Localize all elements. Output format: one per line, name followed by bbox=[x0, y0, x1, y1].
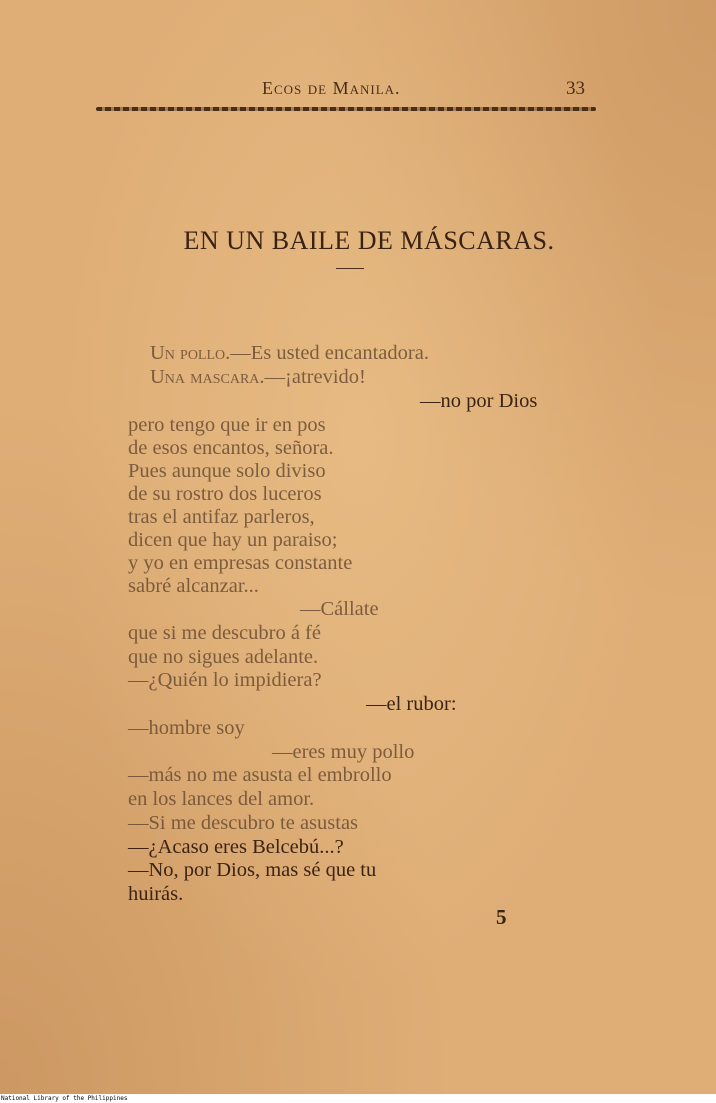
poem-line: Pues aunque solo diviso bbox=[128, 460, 326, 482]
poem-line: —eres muy pollo bbox=[272, 741, 415, 763]
poem-line: —no por Dios bbox=[420, 390, 538, 412]
poem-line: que si me descubro á fé bbox=[128, 622, 321, 644]
poem-line: —¿Acaso eres Belcebú...? bbox=[128, 836, 344, 858]
title-rule bbox=[336, 268, 364, 269]
poem-line bbox=[150, 341, 429, 365]
line-text: —Es usted encantadora. bbox=[230, 342, 429, 364]
poem-line: de esos encantos, señora. bbox=[128, 437, 334, 459]
poem-line: —¿Quién lo impidiera? bbox=[128, 669, 322, 691]
line-text: —¡atrevido! bbox=[264, 366, 366, 388]
poem-line: dicen que hay un paraiso; bbox=[128, 529, 338, 551]
poem-line: sabré alcanzar... bbox=[128, 575, 259, 597]
poem-line: tras el antifaz parleros, bbox=[128, 506, 315, 528]
poem-line bbox=[150, 365, 366, 389]
poem-line: huirás. bbox=[128, 883, 184, 905]
running-title: Ecos de Manila. bbox=[262, 78, 401, 98]
poem-line: pero tengo que ir en pos bbox=[128, 414, 326, 436]
poem-line: de su rostro dos luceros bbox=[128, 483, 322, 505]
library-credit: National Library of the Philippines bbox=[1, 1095, 128, 1102]
poem-title: EN UN BAILE DE MÁSCARAS. bbox=[183, 226, 555, 255]
running-head bbox=[0, 78, 716, 104]
poem-line: y yo en empresas constante bbox=[128, 552, 353, 574]
page-number: 33 bbox=[566, 78, 585, 99]
poem-line: —Si me descubro te asustas bbox=[128, 812, 359, 834]
speaker-label: Un pollo. bbox=[150, 342, 231, 364]
poem-line: en los lances del amor. bbox=[128, 788, 315, 810]
poem-line: que no sigues adelante. bbox=[128, 646, 319, 668]
poem-line: —el rubor: bbox=[366, 693, 457, 715]
signature-mark: 5 bbox=[496, 905, 507, 929]
poem-line: —Cállate bbox=[300, 598, 379, 620]
poem-line: —hombre soy bbox=[128, 717, 245, 739]
speaker-label: Una mascara. bbox=[150, 366, 265, 388]
poem-line: —No, por Dios, mas sé que tu bbox=[128, 859, 377, 881]
header-rule bbox=[96, 107, 596, 111]
poem-line: —más no me asusta el embrollo bbox=[128, 764, 392, 786]
